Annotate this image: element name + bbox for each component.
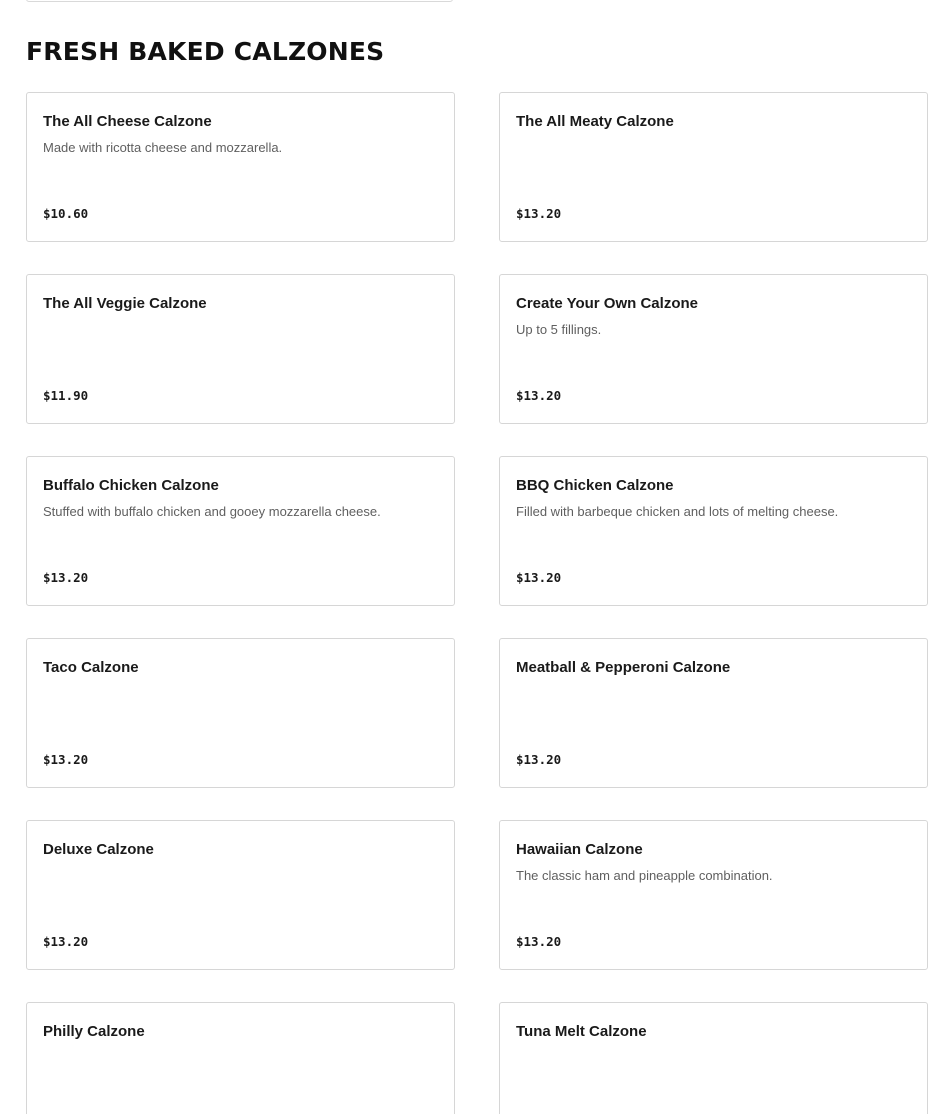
previous-section-card[interactable] [26,0,453,2]
menu-item-name: The All Cheese Calzone [43,113,212,130]
menu-item-card[interactable] [26,1002,455,1114]
section-title: FRESH BAKED CALZONES [26,37,385,66]
menu-item-name: Philly Calzone [43,1023,145,1040]
menu-item-card[interactable] [26,92,455,242]
menu-item-description: The classic ham and pineapple combination. [516,868,773,883]
menu-item-price: $13.20 [516,570,562,585]
menu-item-price: $13.20 [516,752,562,767]
menu-item-name: The All Meaty Calzone [516,113,674,130]
menu-items-grid [26,92,928,1114]
menu-item-card[interactable] [499,820,928,970]
menu-item-card[interactable] [26,456,455,606]
menu-item-name: Hawaiian Calzone [516,841,643,858]
menu-item-card[interactable] [499,456,928,606]
menu-item-card[interactable] [26,274,455,424]
menu-item-name: BBQ Chicken Calzone [516,477,674,494]
menu-item-price: $11.90 [43,388,89,403]
menu-item-price: $13.20 [43,570,89,585]
menu-item-card[interactable] [499,92,928,242]
menu-item-price: $13.20 [516,388,562,403]
menu-item-description: Filled with barbeque chicken and lots of melting cheese. [516,504,839,519]
menu-item-name: Taco Calzone [43,659,139,676]
menu-item-name: Tuna Melt Calzone [516,1023,647,1040]
menu-item-card[interactable] [499,638,928,788]
menu-item-description: Stuffed with buffalo chicken and gooey mozzarella cheese. [43,504,381,519]
menu-item-card[interactable] [499,274,928,424]
menu-item-card[interactable] [26,820,455,970]
menu-item-name: Meatball & Pepperoni Calzone [516,659,731,676]
menu-item-description: Up to 5 fillings. [516,322,602,337]
menu-item-price: $13.20 [43,934,89,949]
menu-item-price: $13.20 [516,206,562,221]
menu-item-card[interactable] [499,1002,928,1114]
menu-item-name: Buffalo Chicken Calzone [43,477,219,494]
menu-item-name: Create Your Own Calzone [516,295,698,312]
menu-item-price: $10.60 [43,206,89,221]
menu-item-name: Deluxe Calzone [43,841,154,858]
menu-item-name: The All Veggie Calzone [43,295,207,312]
menu-item-card[interactable] [26,638,455,788]
menu-item-description: Made with ricotta cheese and mozzarella. [43,140,283,155]
menu-item-price: $13.20 [516,934,562,949]
menu-item-price: $13.20 [43,752,89,767]
